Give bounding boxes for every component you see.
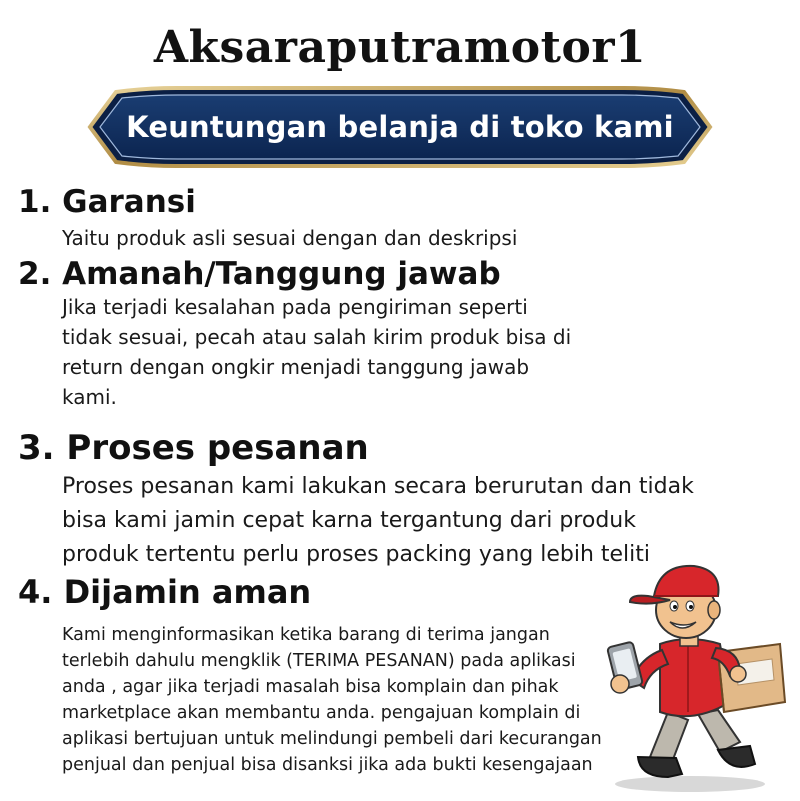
body-line: Yaitu produk asli sesuai dengan dan deskripsi [62, 226, 518, 250]
body-line: terlebih dahulu mengklik (TERIMA PESANAN) pada aplikasi [62, 651, 576, 671]
body-line: Kami menginformasikan ketika barang di terima jangan [62, 625, 550, 645]
title-banner [86, 84, 714, 170]
section-heading-amanah: 2. Amanah/Tanggung jawab [18, 256, 501, 292]
body-line: penjual dan penjual bisa disanksi jika ada bukti kesengajaan [62, 755, 593, 775]
section-body-dijamin [62, 622, 602, 778]
body-line: anda , agar jika terjadi masalah bisa komplain dan pihak [62, 677, 559, 697]
section-body-amanah [62, 292, 571, 412]
section-body-garansi [62, 224, 517, 252]
body-line: bisa kami jamin cepat karna tergantung dari produk [62, 508, 636, 533]
courier-mascot-illustration [590, 552, 795, 797]
section-heading-garansi: 1. Garansi [18, 184, 196, 220]
body-line: aplikasi bertujuan untuk melindungi pembeli dari kecurangan [62, 729, 602, 749]
body-line: Jika terjadi kesalahan pada pengiriman seperti [62, 295, 528, 319]
body-line: return dengan ongkir menjadi tanggung jawab [62, 355, 530, 379]
body-line: Proses pesanan kami lakukan secara berurutan dan tidak [62, 474, 694, 499]
section-heading-proses: 3. Proses pesanan [18, 428, 369, 468]
courier-icon [590, 552, 795, 797]
banner-text: Keuntungan belanja di toko kami [126, 110, 674, 144]
body-line: tidak sesuai, pecah atau salah kirim produk bisa di [62, 325, 572, 349]
body-line: produk tertentu perlu proses packing yang lebih teliti [62, 542, 651, 567]
section-heading-dijamin: 4. Dijamin aman [18, 573, 312, 611]
store-title: Aksaraputramotor1 [153, 22, 647, 73]
body-line: marketplace akan membantu anda. pengajuan komplain di [62, 703, 581, 723]
body-line: kami. [62, 385, 117, 409]
